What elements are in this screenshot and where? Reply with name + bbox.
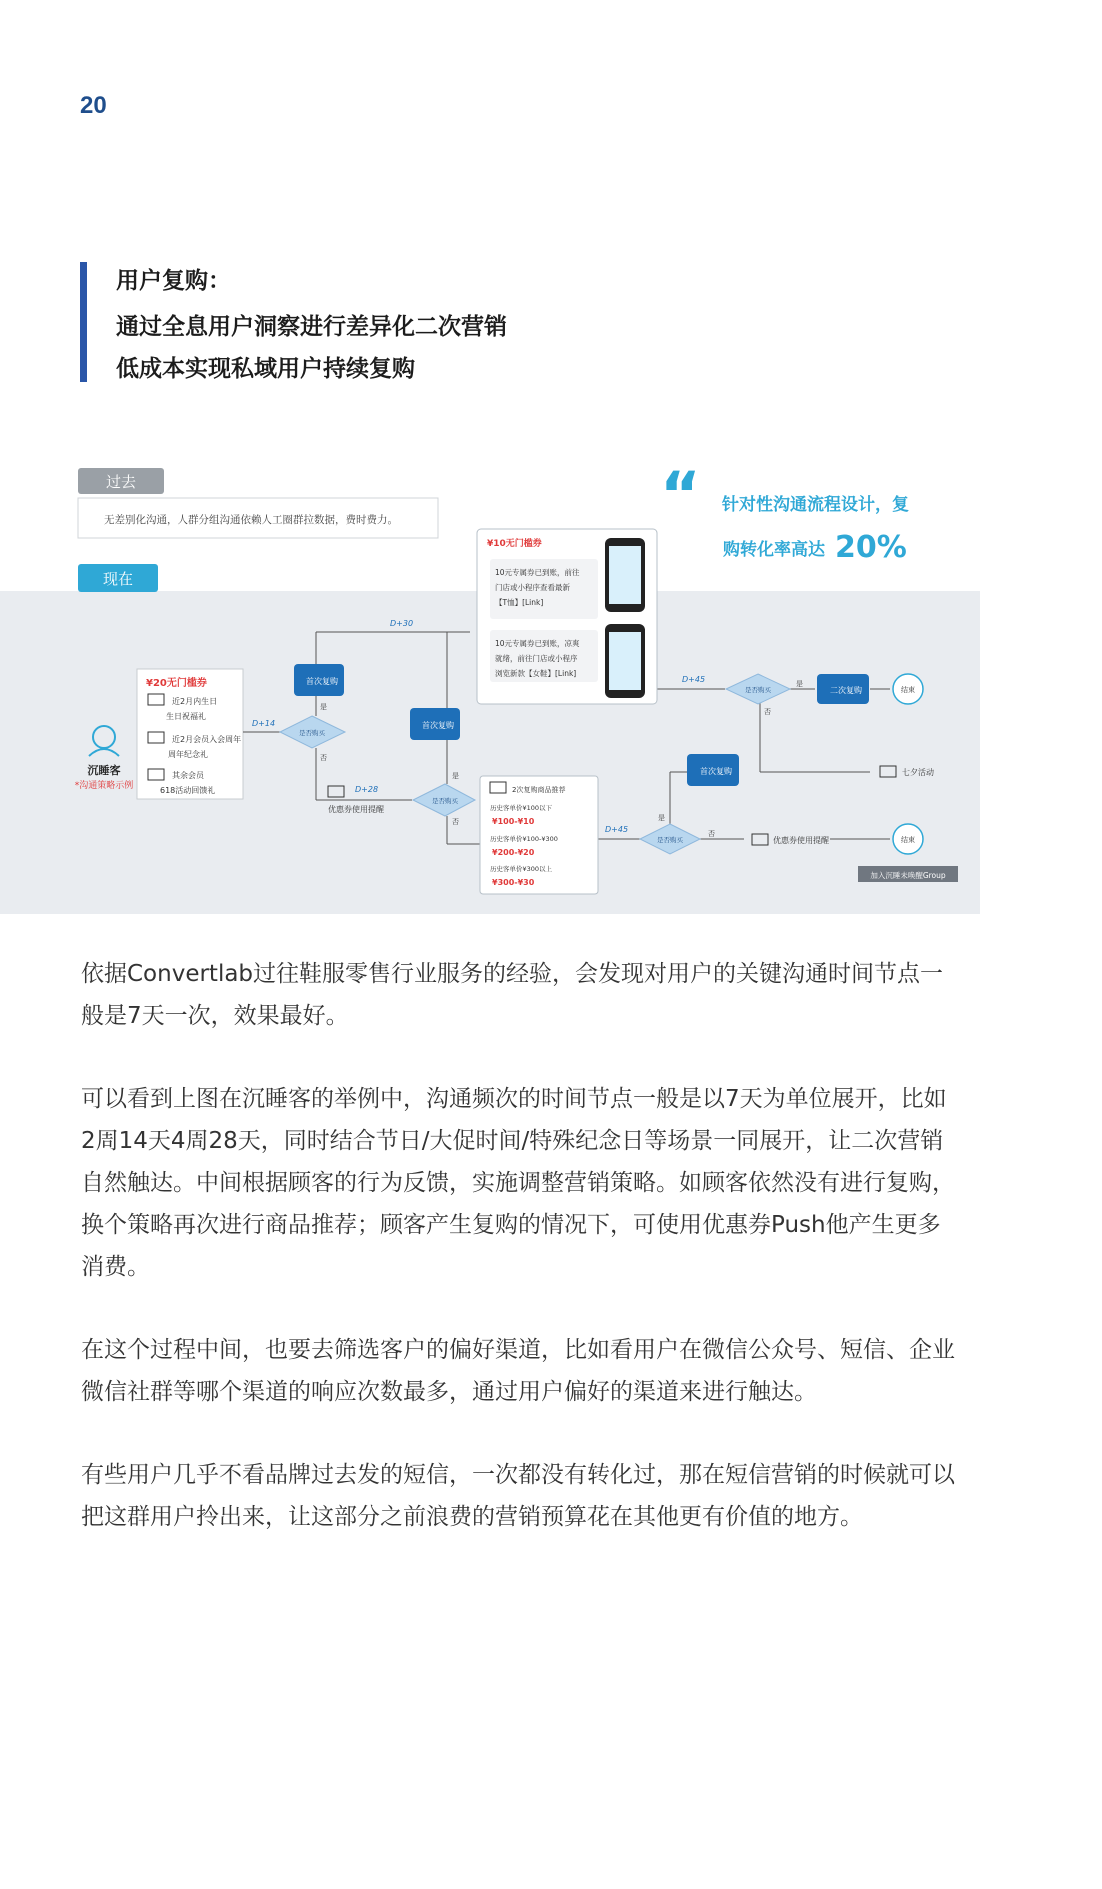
left-item: 近2月会员入会周年 — [172, 735, 242, 744]
first-buy-label: 首次复购 — [422, 721, 454, 730]
coupon10-label: ¥10无门槛券 — [487, 539, 542, 549]
left-item: 生日祝福礼 — [166, 712, 206, 721]
coupon20-label: ¥20无门槛券 — [146, 678, 207, 689]
no-label: 否 — [764, 708, 771, 716]
quote-mark-icon: “ — [660, 464, 701, 531]
decision-label: 是否购买 — [657, 836, 683, 844]
d45-label: D+45 — [605, 825, 629, 834]
msg-line: 门店或小程序查看最新 — [495, 583, 570, 592]
paragraph: 在这个过程中间，也要去筛选客户的偏好渠道，比如看用户在微信公众号、短信、企业微信社群等哪个渠道的响应次数最多，通过用户偏好的渠道来进行触达。 — [81, 1337, 955, 1405]
no-label: 否 — [452, 818, 459, 826]
d30-label: D+30 — [390, 619, 414, 628]
flow-diagram — [0, 464, 980, 914]
sleeper-note: *沟通策略示例 — [74, 781, 134, 791]
heading-line-1: 用户复购： — [116, 268, 231, 294]
body-text — [81, 953, 961, 1579]
second-buy-label: 二次复购 — [830, 686, 862, 695]
heading-line-2: 通过全息用户洞察进行差异化二次营销 — [116, 314, 507, 340]
tier-price: ¥300-¥30 — [492, 878, 535, 887]
second-rec-label: 2次复购商品推荐 — [512, 786, 566, 794]
past-tag-label: 过去 — [105, 473, 137, 491]
decision-label: 是否购买 — [299, 729, 325, 737]
tier-line: 历史客单价¥100以下 — [490, 804, 553, 812]
heading-accent-bar — [80, 262, 87, 382]
first-buy-label: 首次复购 — [700, 767, 732, 776]
coupon-remind-label: 优惠券使用提醒 — [773, 836, 829, 845]
tier-line: 历史客单价¥100-¥300 — [490, 835, 558, 843]
yes-label: 是 — [658, 814, 665, 822]
msg-line: 10元专属券已到账，前往 — [495, 568, 580, 577]
yes-label: 是 — [796, 680, 803, 688]
d14-label: D+14 — [252, 719, 276, 728]
sleeper-label: 沉睡客 — [87, 764, 121, 777]
no-label: 否 — [320, 754, 327, 762]
no-label: 否 — [708, 830, 715, 838]
decision-label: 是否购买 — [432, 797, 458, 805]
quote-line-2: 购转化率高达 — [723, 540, 825, 560]
heading-line-3: 低成本实现私域用户持续复购 — [116, 356, 415, 382]
d28-label: D+28 — [355, 785, 379, 794]
paragraph: 依据Convertlab过往鞋服零售行业服务的经验，会发现对用户的关键沟通时间节点一般是7天一次，效果最好。 — [81, 961, 944, 1029]
qixi-label: 七夕活动 — [902, 768, 934, 777]
coupon-remind-label: 优惠券使用提醒 — [328, 805, 384, 814]
past-text: 无差别化沟通，人群分组沟通依赖人工圈群拉数据，费时费力。 — [104, 514, 398, 526]
quote-line-1: 针对性沟通流程设计，复 — [722, 495, 909, 515]
paragraph: 有些用户几乎不看品牌过去发的短信，一次都没有转化过，那在短信营销的时候就可以把这群用户拎出来，让这部分之前浪费的营销预算花在其他更有价值的地方。 — [81, 1462, 955, 1530]
left-item: 近2月内生日 — [172, 697, 218, 706]
msg-line: 浏览新款【女鞋】[Link] — [495, 669, 577, 678]
left-item: 其余会员 — [172, 771, 204, 780]
quote-percent: 20% — [835, 530, 907, 565]
yes-label: 是 — [452, 772, 459, 780]
msg-line: 10元专属券已到账，凉爽 — [495, 639, 580, 648]
d45-label: D+45 — [682, 675, 706, 684]
paragraph: 可以看到上图在沉睡客的举例中，沟通频次的时间节点一般是以7天为单位展开，比如2周14天4周28天，同时结合节日/大促时间/特殊纪念日等场景一同展开，让二次营销自然触达。中间根据顾客的行为反馈，实施调整营销策略。如顾客依然没有进行复购，换个策略再次进行商品推荐；顾客产生复购的情况下，可使用优惠券Push他产生更多消费。 — [81, 1086, 955, 1280]
decision-label: 是否购买 — [745, 686, 771, 694]
left-item: 周年纪念礼 — [168, 750, 208, 759]
end-label: 结束 — [901, 686, 915, 694]
first-buy-label: 首次复购 — [306, 677, 338, 686]
tier-price: ¥200-¥20 — [492, 848, 535, 857]
msg-line: 就绪，前往门店或小程序 — [495, 654, 578, 663]
end-label: 结束 — [901, 836, 915, 844]
now-tag-label: 现在 — [102, 570, 134, 588]
msg-line: 【T恤】[Link] — [495, 598, 544, 607]
tier-line: 历史客单价¥300以上 — [490, 865, 553, 873]
tier-price: ¥100-¥10 — [492, 817, 535, 826]
join-group-label: 加入沉睡未唤醒Group — [870, 871, 946, 880]
page-number: 20 — [80, 92, 107, 119]
left-item: 618活动回馈礼 — [160, 786, 216, 795]
yes-label: 是 — [320, 703, 327, 711]
